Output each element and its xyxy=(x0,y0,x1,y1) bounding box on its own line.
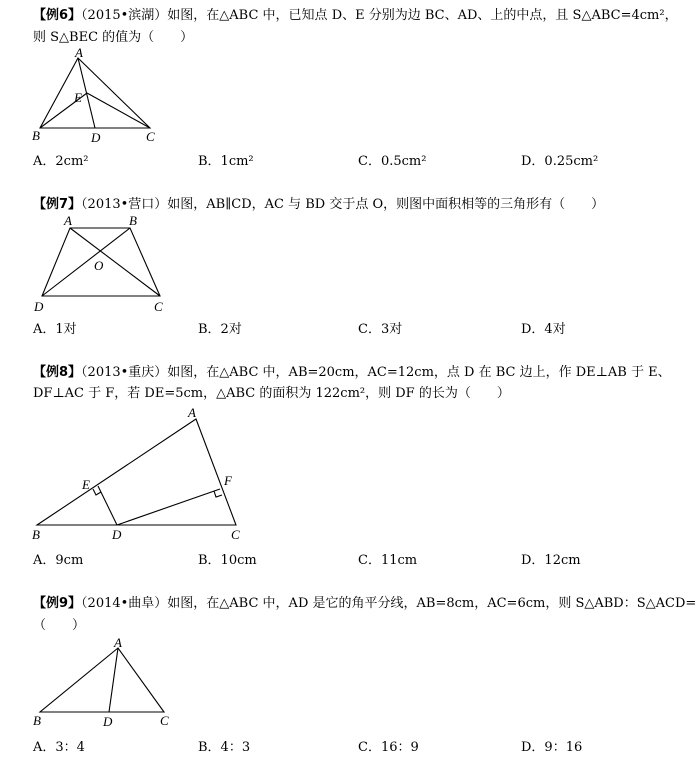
problem-7-options xyxy=(33,318,673,336)
problem-8-text-1: （2013•重庆）如图，在△ABC 中，AB=20cm，AC=12cm，点 D 在 BC 边上，作 DE⊥AB 于 E、 xyxy=(81,365,671,380)
p8-label-a: A xyxy=(188,405,196,420)
p9-label-b: B xyxy=(33,713,41,728)
p8-label-e: E xyxy=(82,477,90,492)
problem-8-tag: 【例8】 xyxy=(33,365,82,380)
problem-8-text-2: DF⊥AC 于 F，若 DE=5cm，△ABC 的面积为 122cm²，则 DF 的长为（ ） xyxy=(33,386,510,401)
p8-option-d[interactable]: D．12cm xyxy=(521,553,581,568)
problem-6-line-2 xyxy=(33,26,193,45)
p7-option-a[interactable]: A．1对 xyxy=(33,322,77,337)
problem-9-line-1 xyxy=(33,592,696,611)
p9-option-a[interactable]: A．3：4 xyxy=(33,740,85,755)
p7-label-b: B xyxy=(129,213,137,228)
problem-9-text-2: （ ） xyxy=(33,618,86,633)
p8-option-c[interactable]: C．11cm xyxy=(358,553,418,568)
p8-label-b: B xyxy=(32,527,40,542)
p6-label-c: C xyxy=(146,129,155,144)
problem-7-figure xyxy=(30,212,180,317)
p7-label-d: D xyxy=(34,299,44,314)
p6-option-d[interactable]: D．0.25cm² xyxy=(521,154,599,169)
p7-label-a: A xyxy=(64,213,72,228)
problem-6-figure xyxy=(30,46,170,146)
problem-9-options xyxy=(33,736,673,754)
p6-label-d: D xyxy=(91,130,101,145)
p6-option-a[interactable]: A．2cm² xyxy=(33,154,89,169)
p6-label-e: E xyxy=(74,90,82,105)
p9-label-a: A xyxy=(114,635,122,650)
p8-option-b[interactable]: B．10cm xyxy=(198,553,257,568)
p6-option-b[interactable]: B．1cm² xyxy=(198,154,254,169)
p9-label-c: C xyxy=(160,713,169,728)
p6-label-a: A xyxy=(75,46,83,60)
problem-8-options xyxy=(33,549,673,567)
problem-9-figure xyxy=(30,634,180,734)
p8-option-a[interactable]: A．9cm xyxy=(33,553,84,568)
p8-label-f: F xyxy=(224,473,232,488)
p9-option-d[interactable]: D．9：16 xyxy=(521,740,583,755)
p6-label-b: B xyxy=(32,128,40,143)
problem-7-tag: 【例7】 xyxy=(33,197,82,212)
p8-label-d: D xyxy=(112,527,122,542)
problem-6-text-1: （2015•滨湖）如图，在△ABC 中，已知点 D、E 分别为边 BC、AD、上的中点，且 S△ABC=4cm²， xyxy=(81,8,678,23)
problem-6-tag: 【例6】 xyxy=(33,8,82,23)
problem-7-line-1 xyxy=(33,193,604,212)
problem-9-tag: 【例9】 xyxy=(33,596,82,611)
p7-option-c[interactable]: C．3对 xyxy=(358,322,403,337)
p9-label-d: D xyxy=(103,714,113,729)
problem-8-line-2 xyxy=(33,382,510,401)
p6-option-c[interactable]: C．0.5cm² xyxy=(358,154,427,169)
p7-label-o: O xyxy=(94,258,104,273)
problem-8-figure xyxy=(30,403,260,548)
problem-6-options xyxy=(33,150,673,168)
p9-option-c[interactable]: C．16：9 xyxy=(358,740,419,755)
problem-8-line-1 xyxy=(33,361,671,380)
p8-label-c: C xyxy=(231,527,240,542)
problem-7-text-1: （2013•营口）如图，AB∥CD，AC 与 BD 交于点 O，则图中面积相等的三角形有（ ） xyxy=(81,197,605,212)
p7-option-b[interactable]: B．2对 xyxy=(198,322,242,337)
problem-9-text-1: （2014•曲阜）如图，在△ABC 中，AD 是它的角平分线，AB=8cm，AC=6cm，则 S△ABD：S△ACD= xyxy=(81,596,697,611)
p7-label-c: C xyxy=(154,299,163,314)
problem-6-line-1 xyxy=(33,4,678,23)
p9-option-b[interactable]: B．4：3 xyxy=(198,740,251,755)
p7-option-d[interactable]: D．4对 xyxy=(521,322,566,337)
problem-9-line-2 xyxy=(33,614,85,633)
problem-6-text-2: 则 S△BEC 的值为（ ） xyxy=(33,30,194,45)
